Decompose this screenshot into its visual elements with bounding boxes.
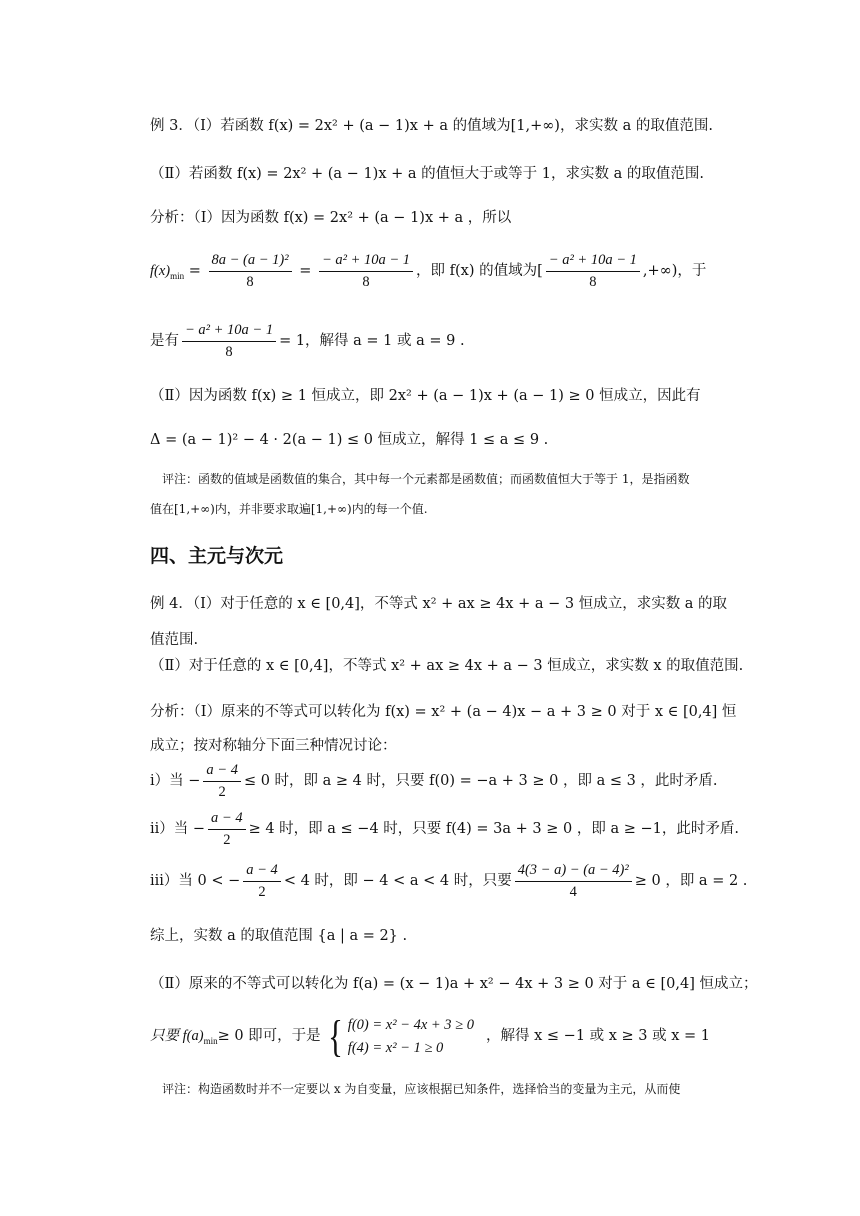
example3-part2: （Ⅱ）若函数 f(x) = 2x² + (a − 1)x + a 的值恒大于或等于 1，求实数 a 的取值范围.: [150, 166, 704, 182]
fraction: $\frac{\text{− a² + 10a − 1}}{8}$: [182, 322, 276, 362]
fraction: $\frac{\text{4(3 − a) − (a − 4)²}}{4}$: [515, 862, 632, 902]
equation-system: { f(0) = x² − 4x + 3 ≥ 0 f(4) = x² − 1 ≥ 0: [327, 1012, 475, 1061]
remark-line-2: 值在[1,+∞)内，并非要求取遍[1,+∞)内的每一个值.: [150, 502, 428, 516]
fraction: $\frac{\text{− a² + 10a − 1}}{8}$: [546, 252, 640, 292]
analysis4-cases: 成立；按对称轴分下面三种情况讨论：: [150, 738, 397, 754]
fx-min-lhs: $f(x)_{min}$: [150, 262, 185, 281]
fa-min: 只要 $f(a)_{min}$: [150, 1027, 218, 1046]
remark2-line: 评注：构造函数时并不一定要以 x 为自变量，应该根据已知条件，选择恰当的变量为主元，从而使: [162, 1082, 681, 1096]
example3-part1: 例 3．（Ⅰ）若函数 f(x) = 2x² + (a − 1)x + a 的值域为[1,+∞)，求实数 a 的取值范围.: [150, 118, 713, 134]
discriminant-line: Δ = (a − 1)² − 4 · 2(a − 1) ≤ 0 恒成立，解得 1 ≤ a ≤ 9 .: [150, 432, 549, 448]
example4-part1-cont: 值范围.: [150, 632, 199, 648]
system-row-2: f(4) = x² − 1 ≥ 0: [347, 1040, 444, 1056]
min-value-equation: $f(x)_{min}$ = $\frac{\text{8a − (a − 1)²}}{8}$ = $\frac{\text{− a² + 10a − 1}}{8}$ ，即 f(x) 的值域为[ $\frac{\text{− a² + 10a − 1}}{8}$ ,+∞)，于: [150, 252, 707, 291]
fraction: $\frac{a - 4}{2}$: [203, 762, 241, 802]
analysis-intro: 分析：（Ⅰ）因为函数 f(x) = 2x² + (a − 1)x + a ，所以: [150, 210, 512, 226]
analysis4-intro: 分析：（Ⅰ）原来的不等式可以转化为 f(x) = x² + (a − 4)x − a + 3 ≥ 0 对于 x ∈ [0,4] 恒: [150, 704, 737, 720]
system-row-1: f(0) = x² − 4x + 3 ≥ 0: [347, 1016, 475, 1033]
fraction: $\frac{\text{− a² + 10a − 1}}{8}$: [319, 252, 413, 292]
fraction: $\frac{a - 4}{2}$: [243, 862, 281, 902]
part2-transform: （Ⅱ）原来的不等式可以转化为 f(a) = (x − 1)a + x² − 4x + 3 ≥ 0 对于 a ∈ [0,4] 恒成立；: [150, 976, 758, 992]
case-iii: iii）当 0 < − $\frac{a - 4}{2}$ < 4 时，即 − 4 < a < 4 时，只要 $\frac{\text{4(3 − a) − (a − 4)²}}{4}$ ≥ 0 ，即 a = 2 .: [150, 862, 748, 901]
remark-line-1: 评注：函数的值域是函数值的集合，其中每一个元素都是函数值；而函数值恒大于等于 1，是指函数: [162, 472, 690, 486]
case-i: i）当 − $\frac{a - 4}{2}$ ≤ 0 时，即 a ≥ 4 时，只要 f(0) = −a + 3 ≥ 0 ，即 a ≤ 3 ，此时矛盾.: [150, 762, 718, 801]
case-ii: ii）当 − $\frac{a - 4}{2}$ ≥ 4 时，即 a ≤ −4 时，只要 f(4) = 3a + 3 ≥ 0 ，即 a ≥ −1，此时矛盾.: [150, 810, 739, 849]
fraction: $\frac{\text{8a − (a − 1)²}}{8}$: [209, 252, 292, 292]
fraction: $\frac{a - 4}{2}$: [208, 810, 246, 850]
example4-part2: （Ⅱ）对于任意的 x ∈ [0,4]，不等式 x² + ax ≥ 4x + a − 3 恒成立，求实数 x 的取值范围.: [150, 658, 744, 674]
solve-a-line: 是有 $\frac{\text{− a² + 10a − 1}}{8}$ = 1，解得 a = 1 或 a = 9 .: [150, 322, 465, 361]
system-line: 只要 $f(a)_{min}$ ≥ 0 即可，于是 { f(0) = x² − 4x + 3 ≥ 0 f(4) = x² − 1 ≥ 0 ，解得 x ≤ −1 或 x ≥ 3 或 x = 1: [150, 1012, 711, 1061]
example4-part1: 例 4．（Ⅰ）对于任意的 x ∈ [0,4]，不等式 x² + ax ≥ 4x + a − 3 恒成立，求实数 a 的取: [150, 596, 728, 612]
conclusion-a: 综上，实数 a 的取值范围 {a | a = 2} .: [150, 928, 408, 944]
part2-analysis: （Ⅱ）因为函数 f(x) ≥ 1 恒成立，即 2x² + (a − 1)x + (a − 1) ≥ 0 恒成立，因此有: [150, 388, 701, 404]
section-heading: 四、主元与次元: [150, 545, 284, 567]
